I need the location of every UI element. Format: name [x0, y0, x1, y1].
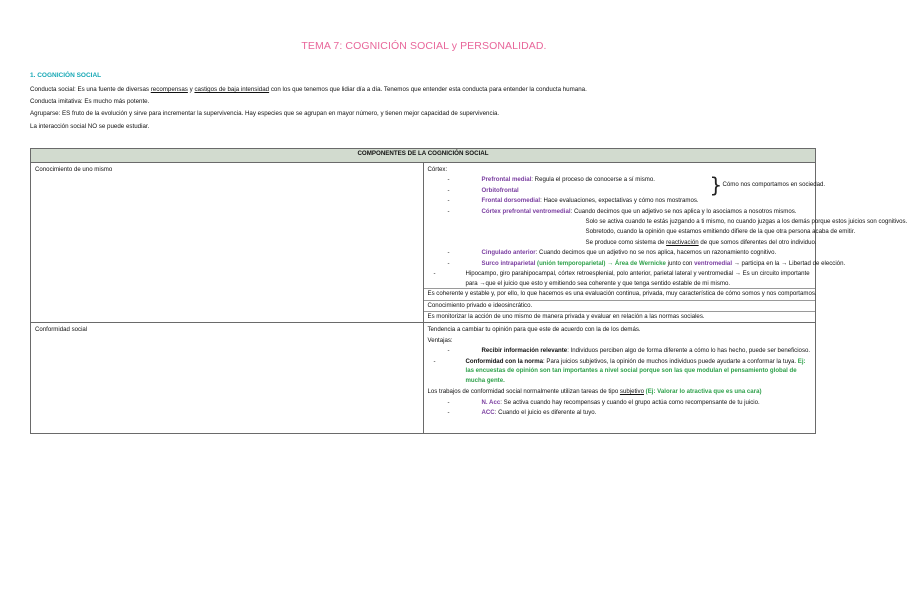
conformity-definition: Tendencia a cambiar tu opinión para que este de acuerdo con la de los demás.	[427, 326, 641, 334]
cpv-detail-3: Se produce como sistema de reactivación de que somos diferentes del otro individuo.	[585, 238, 817, 246]
self-paragraph-2: Conocimiento privado e ideosincrático.	[427, 301, 533, 309]
hippocampus-item: - Hipocampo, giro parahipocampal, córtex retroesplenial, polo anterior, parietal lateral y ventromedial → Es un circuito importante para →que el juicio que esto y emitiendo sea coherente y que tenga sentido estable de mi mismo.	[433, 270, 810, 287]
brace-text: Cómo nos comportamos en sociedad.	[722, 181, 826, 189]
self-paragraph-3: Es monitorizar la acción de uno mismo de manera privada y evaluar en relación a las normas sociales.	[427, 313, 705, 321]
row-label-conformity: Conformidad social	[31, 323, 424, 434]
self-paragraph-1: Es coherente y estable y, por ello, lo que hacemos es una evaluación continua, privada, muy característica de cómo somos y nos comportamos.	[427, 290, 817, 298]
cpv-detail-1: Solo se activa cuando te estás juzgando a ti mismo, no cuando juzgas a los demás porque estos juicios son cognitivos.	[585, 218, 907, 226]
table-header: COMPONENTES DE LA COGNICIÓN SOCIAL	[31, 149, 816, 163]
cpv-detail-2: Sobretodo, cuando la opinión que estamos emitiendo difiere de la que otra persona acaba de emitir.	[585, 228, 856, 236]
row-content-self-knowledge: Córtex: - Prefrontal medial: Regula el proceso de conocerse a sí mismo. - Orbitofrontal } Cómo nos comportamos en sociedad. - Frontal dorsomedial: Hace evaluaciones, expectativas y cómo nos mostramos. - Córtex prefrontal ventromedial: Cuando decimos que un adjetivo se nos aplica y lo asociamos a nosotros mismos. Solo se activa cuando te estás juzgando a ti mismo, no cuando juzgas a los demás porque estos juicios son cognitivos. Sobretodo, cuando la opinión que estamos emitiendo difiere de la que otra persona acaba de emitir. Se produce como sistema de reactivación de que somos diferentes del otro individuo. - Cingulado anterior: Cuando decimos que un adjetivo no se nos aplica, hacemos un razonamiento cognitivo. - Surco intraparietal (unión temporoparietal) → Área de Wernicke junto con ventromedial → participa en la → Libertad de elección. - Hipocampo, giro parahipocampal, córtex retroesplenial, polo anterior, parietal lateral y ventromedial → Es un circuito importante para →que el juicio que esto y emitiendo sea coherente y que tenga sentido estable de mi mismo. Es coherente y estable y, por ello, lo que hacemos es una evaluación continua, privada, muy característica de cómo somos y nos comportamos. Conocimiento privado e ideosincrático. Es monitorizar la acción de uno mismo de manera privada y evaluar en relación a las normas sociales.	[423, 163, 816, 323]
tasks-line: Los trabajos de conformidad social normalmente utilizan tareas de tipo subjetivo (Ej: Valorar lo atractiva que es una cara)	[427, 388, 762, 396]
components-table	[30, 148, 907, 434]
advantages-label: Ventajas:	[427, 336, 453, 344]
table-row	[31, 163, 816, 323]
cortex-label: Córtex:	[427, 166, 448, 173]
table-row	[31, 323, 816, 434]
row-label-self-knowledge: Conocimiento de uno mismo	[31, 163, 424, 323]
page-title: TEMA 7: COGNICIÓN SOCIAL y PERSONALIDAD.	[301, 40, 547, 52]
intro-line-4: La interacción social NO se puede estudiar.	[30, 122, 150, 130]
intro-line-3: Agruparse: ES fruto de la evolución y sirve para incrementar la supervivencia. Hay especies que se agrupan en mayor número, y tienen mejor capacidad de supervivencia.	[30, 110, 500, 118]
intro-line-2: Conducta imitativa: Es mucho más potente.	[30, 98, 150, 106]
brace-icon: }	[709, 173, 723, 198]
intro-block	[30, 84, 820, 133]
intro-line-1: Conducta social: Es una fuente de diversas recompensas y castigos de baja intensidad con los que tenemos que lidiar día a día. Tenemos que entender esta conducta para entender la conducta humana.	[30, 86, 587, 93]
row-content-conformity: Tendencia a cambiar tu opinión para que este de acuerdo con la de los demás. Ventajas: - Recibir información relevante: Individuos perciben algo de forma diferente a cómo lo has hecho, puede ser beneficioso. - Conformidad con la norma: Para juicios subjetivos, la opinión de muchos individuos puede ayudarte a conformar la tuya. Ej: las encuestas de opinión son tan importantes a nivel social porque son las que modulan el pensamiento global de mucha gente. Los trabajos de conformidad social normalmente utilizan tareas de tipo subjetivo (Ej: Valorar lo atractiva que es una cara) - N. Acc: Se activa cuando hay recompensas y cuando el grupo actúa como recompensante de tu juicio. - ACC: Cuando el juicio es diferente al tuyo.	[423, 323, 816, 434]
advantage-2: - Conformidad con la norma: Para juicios subjetivos, la opinión de muchos individuos puede ayudarte a conformar la tuya. Ej: las encuestas de opinión son tan importantes a nivel social porque son las que modulan el pensamiento global de mucha gente.	[433, 357, 806, 384]
brace-group: - Prefrontal medial: Regula el proceso de conocerse a sí mismo. - Orbitofrontal } Cómo nos comportamos en sociedad.	[447, 173, 826, 198]
section-heading: 1. COGNICIÓN SOCIAL	[30, 72, 102, 79]
